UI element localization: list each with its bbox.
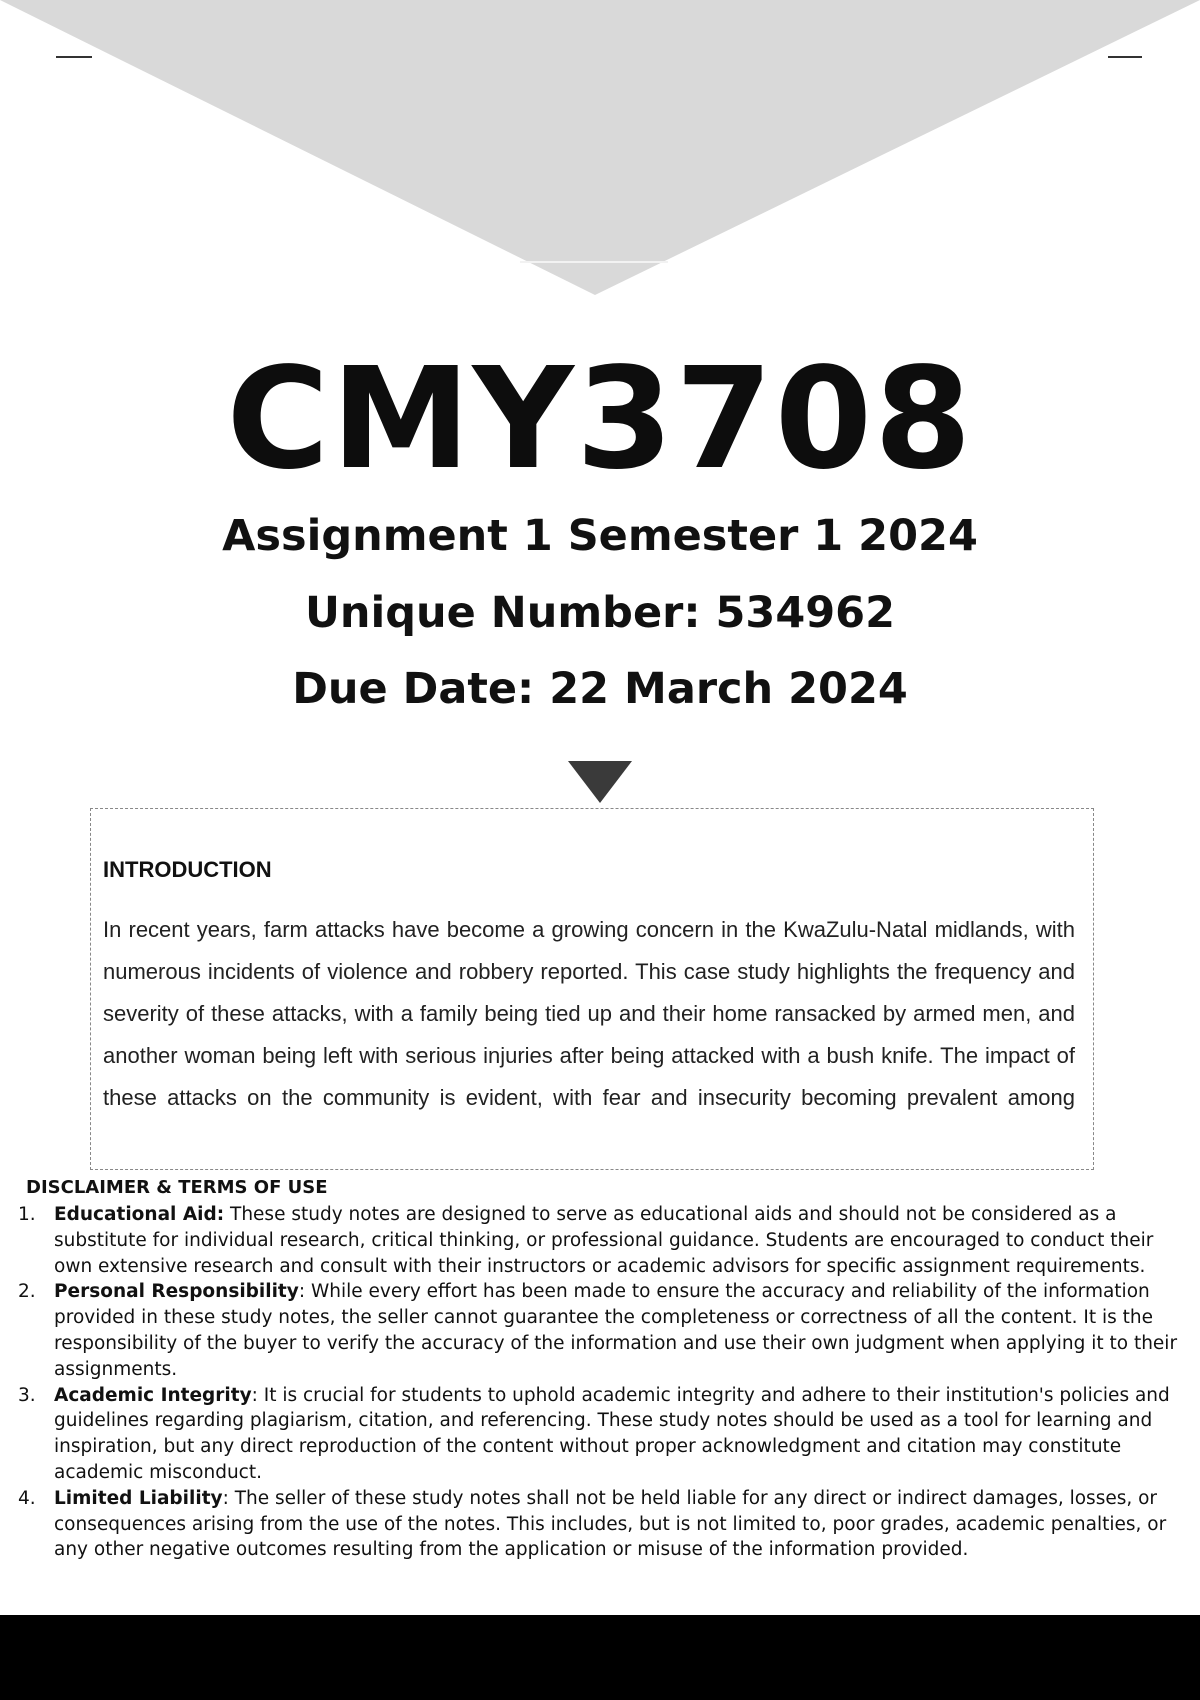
header-chevron-graphic bbox=[0, 0, 1200, 300]
item-text: These study notes are designed to serve as educational aids and should not be considered as a substitute for individual research, critical thinking, or professional guidance. Students are encouraged to conduct their own extensive research and consult with their instructors or academic advisors for specific assignment requirements. bbox=[54, 1204, 1154, 1277]
bottom-black-bar bbox=[0, 1615, 1200, 1700]
item-text: : It is crucial for students to uphold academic integrity and adhere to their institution's policies and guidelines regarding plagiarism, citation, and referencing. These study notes should be used as a tool for learning and inspiration, but any direct reproduction of the content without proper acknowledgment and citation may constitute academic misconduct. bbox=[54, 1384, 1170, 1483]
disclaimer-item bbox=[14, 1279, 1184, 1382]
assignment-line: Assignment 1 Semester 1 2024 bbox=[222, 511, 978, 561]
disclaimer-list bbox=[14, 1202, 1184, 1563]
disclaimer-item bbox=[14, 1383, 1184, 1486]
corner-rule-right bbox=[1108, 56, 1142, 58]
item-number: 1. bbox=[18, 1204, 36, 1225]
item-number: 3. bbox=[18, 1384, 36, 1406]
item-term: Academic Integrity bbox=[54, 1384, 252, 1406]
disclaimer-item bbox=[14, 1486, 1184, 1563]
preview-fade-mask bbox=[91, 1127, 1094, 1170]
course-code-title: CMY3708 bbox=[226, 338, 974, 501]
item-number: 2. bbox=[18, 1281, 36, 1303]
disclaimer-item bbox=[14, 1202, 1184, 1279]
introduction-text: In recent years, farm attacks have become a growing concern in the KwaZulu-Natal midlands, with numerous incidents of violence and robbery reported. This case study highlights the frequency and severity of these attacks, with a family being tied up and their home ransacked by armed men, and another woman being left with serious injuries after being attacked with a bush knife. The impact of these attacks on the community is evident, with fear and insecurity becoming prevalent among bbox=[103, 917, 1075, 1110]
item-number: 4. bbox=[18, 1487, 36, 1509]
item-text: : The seller of these study notes shall not be held liable for any direct or indirect damages, losses, or consequences arising from the use of the notes. This includes, but is not limited to, poor grades, academic penalties, or any other negative outcomes resulting from the application or misuse of the information provided. bbox=[54, 1487, 1167, 1561]
document-preview-box bbox=[90, 808, 1094, 1170]
disclaimer-title: DISCLAIMER & TERMS OF USE bbox=[26, 1177, 328, 1198]
item-term: Limited Liability bbox=[54, 1487, 223, 1509]
introduction-heading: INTRODUCTION bbox=[103, 857, 272, 882]
item-text: : While every effort has been made to ensure the accuracy and reliability of the information provided in these study notes, the seller cannot guarantee the completeness or correctness of all the content. It is the responsibility of the buyer to verify the accuracy of the information and use their own judgment when applying it to their assignments. bbox=[54, 1281, 1178, 1380]
unique-number-line: Unique Number: 534962 bbox=[304, 588, 896, 638]
item-term: Personal Responsibility bbox=[54, 1281, 299, 1303]
due-date-line: Due Date: 22 March 2024 bbox=[292, 664, 908, 714]
item-term: Educational Aid: bbox=[54, 1204, 225, 1225]
corner-rule-left bbox=[56, 56, 92, 58]
down-arrow-icon bbox=[568, 761, 632, 803]
